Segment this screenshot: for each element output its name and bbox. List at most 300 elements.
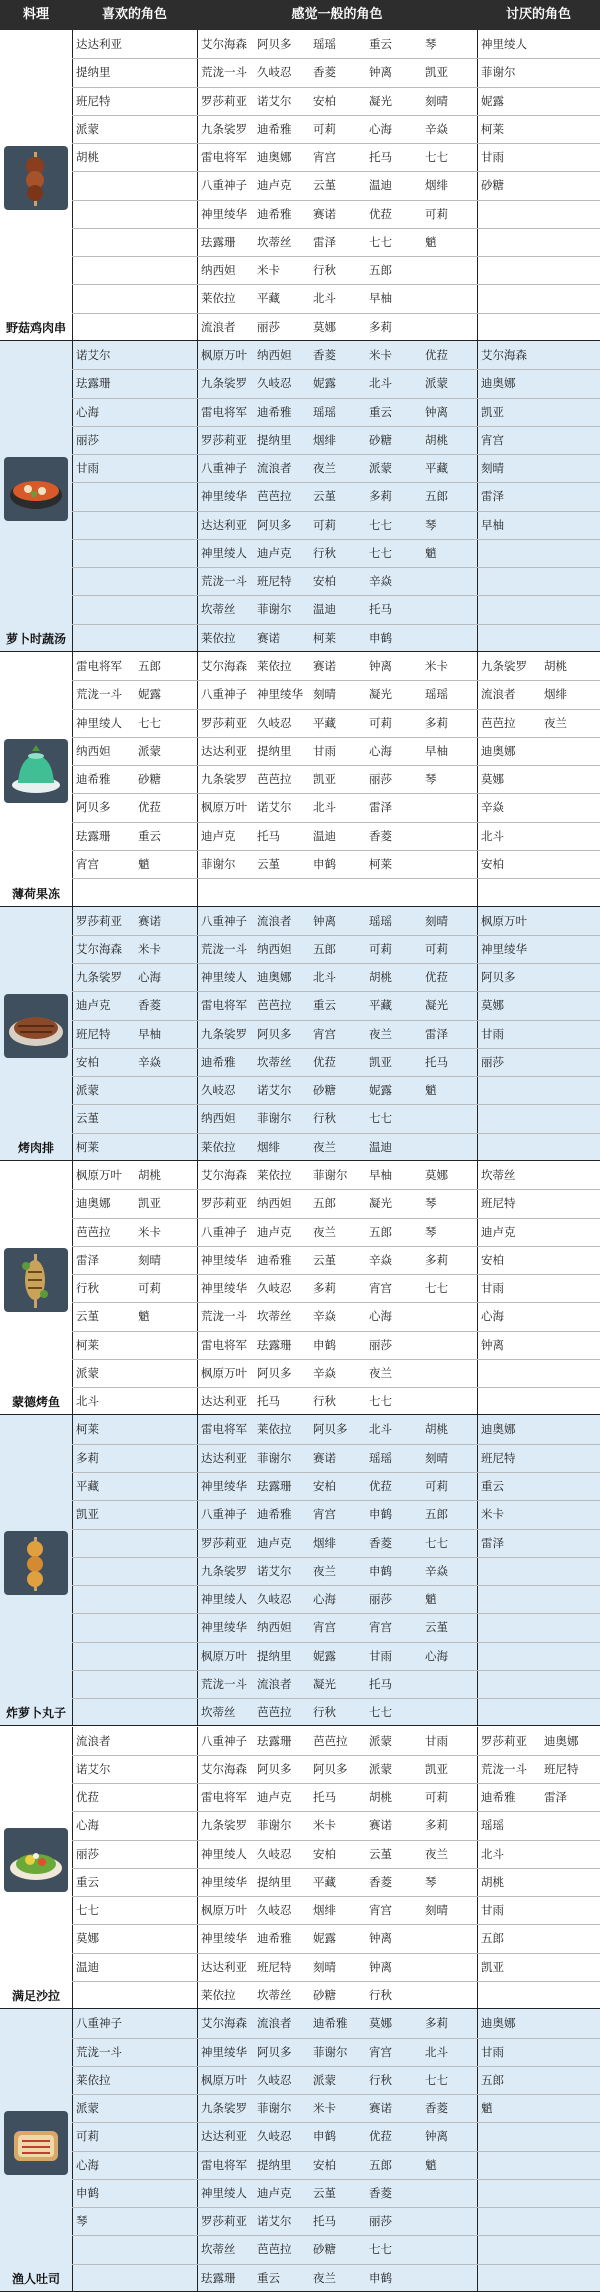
neutral-character: 芭芭拉: [313, 1733, 348, 1748]
neutral-character: 钟离: [369, 1959, 392, 1974]
neutral-character: 八重神子: [201, 687, 247, 702]
neutral-character: 夜兰: [369, 1365, 392, 1380]
neutral-character: 菲谢尔: [257, 1450, 292, 1465]
neutral-character: 艾尔海森: [201, 1761, 247, 1776]
neutral-character: 妮露: [313, 1931, 336, 1946]
neutral-character: 多莉: [425, 2016, 448, 2031]
liked-character: 辛焱: [138, 1054, 161, 1069]
neutral-character: 迪希雅: [201, 1054, 236, 1069]
neutral-character: 刻晴: [425, 913, 448, 928]
steak-icon: [4, 994, 68, 1058]
disliked-character: 夜兰: [544, 715, 567, 730]
disliked-character: 早柚: [481, 517, 504, 532]
neutral-character: 芭芭拉: [257, 772, 292, 787]
disliked-character: 枫原万叶: [481, 913, 527, 928]
liked-character: 北斗: [76, 1394, 99, 1409]
disliked-character: 柯莱: [481, 121, 504, 136]
disliked-character: 雷泽: [544, 1790, 567, 1805]
neutral-character: 辛焱: [369, 574, 392, 589]
neutral-character: 阿贝多: [257, 2044, 292, 2059]
neutral-character: 妮露: [313, 1648, 336, 1663]
neutral-character: 九条裟罗: [201, 121, 247, 136]
neutral-character: 阿贝多: [257, 37, 292, 51]
header-neutral: 感觉一般的角色: [291, 7, 383, 22]
neutral-character: 瑶瑶: [313, 404, 336, 419]
neutral-character: 流浪者: [257, 461, 292, 476]
neutral-character: 雷泽: [425, 1026, 448, 1041]
neutral-character: 心海: [425, 1648, 448, 1663]
liked-character: 胡桃: [138, 1168, 161, 1182]
neutral-character: 达达利亚: [201, 2129, 247, 2144]
dish-name: 满足沙拉: [11, 1989, 60, 2004]
disliked-character: 迪希雅: [481, 1790, 516, 1805]
neutral-character: 宵宫: [369, 1903, 392, 1918]
neutral-character: 赛诺: [313, 1450, 336, 1465]
neutral-character: 雷电将军: [201, 404, 247, 419]
liked-character: 流浪者: [76, 1733, 111, 1748]
neutral-character: 班尼特: [257, 574, 292, 589]
neutral-character: 五郎: [425, 1507, 448, 1522]
liked-character: 丽莎: [76, 1846, 99, 1861]
neutral-character: 迪希雅: [257, 1507, 292, 1522]
neutral-character: 魈: [425, 545, 437, 560]
neutral-character: 甘雨: [369, 1648, 392, 1663]
neutral-character: 神里绫华: [257, 687, 303, 702]
neutral-character: 久岐忍: [257, 715, 292, 730]
neutral-character: 托马: [369, 150, 392, 165]
neutral-character: 北斗: [369, 1422, 392, 1437]
neutral-character: 雷电将军: [201, 2157, 247, 2172]
neutral-character: 枫原万叶: [201, 2072, 247, 2087]
liked-character: 九条裟罗: [76, 970, 122, 985]
neutral-character: 诺艾尔: [257, 2214, 292, 2229]
neutral-character: 芭芭拉: [257, 489, 292, 504]
neutral-character: 多莉: [313, 1281, 336, 1296]
disliked-character: 阿贝多: [481, 970, 516, 985]
neutral-character: 托马: [257, 828, 280, 843]
neutral-character: 七七: [425, 1281, 448, 1296]
neutral-character: 迪希雅: [257, 1252, 292, 1267]
neutral-character: 可莉: [425, 941, 448, 956]
dish-name: 炸萝卜丸子: [5, 1706, 66, 1721]
neutral-character: 夜兰: [313, 1563, 336, 1578]
neutral-character: 荒泷一斗: [201, 65, 247, 80]
liked-character: 芭芭拉: [76, 1224, 111, 1239]
neutral-character: 托马: [313, 1790, 336, 1805]
disliked-character: 瑶瑶: [481, 1818, 504, 1833]
neutral-character: 多莉: [369, 489, 392, 504]
liked-character: 派蒙: [76, 1083, 99, 1098]
neutral-character: 平藏: [425, 461, 448, 476]
liked-character: 魈: [138, 1309, 150, 1324]
neutral-character: 北斗: [425, 2044, 448, 2059]
neutral-character: 宵宫: [369, 1281, 392, 1296]
neutral-character: 神里绫华: [201, 2044, 247, 2059]
liked-character: 迪奥娜: [76, 1196, 111, 1211]
neutral-character: 申鹤: [369, 630, 392, 645]
neutral-character: 罗莎莉亚: [201, 432, 247, 447]
disliked-character: 莫娜: [481, 772, 504, 787]
dish-block: [0, 1415, 600, 1726]
neutral-character: 流浪者: [201, 319, 236, 334]
neutral-character: 刻晴: [425, 1903, 448, 1918]
liked-character: 妮露: [138, 687, 161, 702]
neutral-character: 神里绫人: [201, 545, 247, 560]
neutral-character: 安柏: [313, 574, 336, 589]
disliked-character: 丽莎: [481, 1054, 504, 1069]
neutral-character: 达达利亚: [201, 1450, 247, 1465]
neutral-character: 神里绫人: [201, 1592, 247, 1607]
disliked-character: 艾尔海森: [481, 348, 527, 363]
neutral-character: 魈: [425, 2157, 437, 2172]
neutral-character: 八重神子: [201, 1733, 247, 1748]
neutral-character: 辛焱: [369, 1252, 392, 1267]
disliked-character: 砂糖: [481, 178, 504, 193]
neutral-character: 五郎: [313, 941, 336, 956]
neutral-character: 砂糖: [369, 432, 392, 447]
liked-character: 安柏: [76, 1054, 99, 1069]
radish-balls-icon: [4, 1531, 68, 1595]
disliked-character: 神里绫人: [481, 37, 527, 51]
neutral-character: 迪卢克: [201, 828, 236, 843]
neutral-character: 五郎: [369, 1224, 392, 1239]
neutral-character: 胡桃: [425, 1422, 448, 1437]
disliked-character: 米卡: [481, 1507, 504, 1522]
neutral-character: 胡桃: [369, 1790, 392, 1805]
neutral-character: 莱依拉: [257, 659, 292, 674]
neutral-character: 九条裟罗: [201, 772, 247, 787]
neutral-character: 胡桃: [425, 432, 448, 447]
liked-character: 赛诺: [138, 913, 161, 928]
neutral-character: 辛焱: [313, 1365, 336, 1380]
neutral-character: 行秋: [313, 1111, 336, 1126]
liked-character: 优菈: [138, 800, 161, 815]
neutral-character: 云堇: [313, 178, 336, 193]
neutral-character: 坎蒂丝: [201, 602, 236, 617]
neutral-character: 优菈: [425, 970, 448, 985]
neutral-character: 七七: [425, 150, 448, 165]
neutral-character: 优菈: [369, 1479, 392, 1494]
neutral-character: 丽莎: [369, 1337, 392, 1352]
neutral-character: 莫娜: [313, 319, 336, 334]
neutral-character: 丽莎: [369, 772, 392, 787]
disliked-character: 胡桃: [544, 659, 567, 674]
neutral-character: 菲谢尔: [313, 2044, 348, 2059]
liked-character: 米卡: [138, 941, 161, 956]
neutral-character: 心海: [369, 121, 392, 136]
liked-character: 珐露珊: [76, 376, 111, 391]
neutral-character: 纳西妲: [257, 1620, 292, 1635]
neutral-character: 五郎: [313, 1196, 336, 1211]
neutral-character: 多莉: [369, 319, 392, 334]
liked-character: 柯莱: [76, 1422, 99, 1437]
dish-block: [0, 2009, 600, 2292]
neutral-character: 九条裟罗: [201, 1563, 247, 1578]
neutral-character: 平藏: [257, 291, 280, 306]
liked-character: 心海: [76, 1818, 99, 1833]
disliked-character: 班尼特: [481, 1450, 516, 1465]
neutral-character: 神里绫华: [201, 1281, 247, 1296]
disliked-character: 雷泽: [481, 1535, 504, 1550]
neutral-character: 艾尔海森: [201, 659, 247, 674]
neutral-character: 派蒙: [369, 1761, 392, 1776]
neutral-character: 早柚: [425, 743, 448, 758]
neutral-character: 安柏: [313, 93, 336, 108]
neutral-character: 珐露珊: [257, 1337, 292, 1352]
disliked-character: 坎蒂丝: [481, 1168, 516, 1182]
neutral-character: 凝光: [313, 1676, 336, 1691]
liked-character: 温迪: [76, 1959, 99, 1974]
neutral-character: 香菱: [369, 2185, 392, 2200]
neutral-character: 平藏: [369, 998, 392, 1013]
neutral-character: 莱依拉: [201, 630, 236, 645]
neutral-character: 珐露珊: [257, 1479, 292, 1494]
liked-character: 琴: [76, 2214, 88, 2229]
neutral-character: 菲谢尔: [313, 1168, 348, 1182]
neutral-character: 七七: [369, 545, 392, 560]
neutral-character: 早柚: [369, 1168, 392, 1182]
neutral-character: 烟绯: [425, 178, 448, 193]
neutral-character: 可莉: [425, 1790, 448, 1805]
neutral-character: 心海: [369, 743, 392, 758]
neutral-character: 达达利亚: [201, 1959, 247, 1974]
disliked-character: 甘雨: [481, 1281, 504, 1296]
neutral-character: 钟离: [369, 65, 392, 80]
liked-character: 五郎: [138, 659, 161, 674]
neutral-character: 刻晴: [313, 1959, 336, 1974]
neutral-character: 莱依拉: [201, 1987, 236, 2002]
neutral-character: 优菈: [425, 348, 448, 363]
neutral-character: 北斗: [369, 376, 392, 391]
neutral-character: 枫原万叶: [201, 1648, 247, 1663]
neutral-character: 可莉: [313, 121, 336, 136]
neutral-character: 阿贝多: [313, 1422, 348, 1437]
disliked-character: 迪奥娜: [481, 1422, 516, 1437]
neutral-character: 云堇: [313, 1252, 336, 1267]
liked-character: 诺艾尔: [76, 1761, 111, 1776]
neutral-character: 九条裟罗: [201, 2101, 247, 2116]
liked-character: 七七: [138, 715, 161, 730]
neutral-character: 神里绫华: [201, 1479, 247, 1494]
liked-character: 砂糖: [138, 772, 161, 787]
neutral-character: 刻晴: [313, 687, 336, 702]
neutral-character: 可莉: [313, 517, 336, 532]
neutral-character: 凯亚: [313, 772, 336, 787]
neutral-character: 安柏: [313, 1479, 336, 1494]
neutral-character: 温迪: [313, 602, 336, 617]
neutral-character: 早柚: [369, 291, 392, 306]
liked-character: 多莉: [76, 1450, 99, 1465]
neutral-character: 阿贝多: [257, 1026, 292, 1041]
neutral-character: 流浪者: [257, 2016, 292, 2031]
liked-character: 纳西妲: [76, 743, 111, 758]
neutral-character: 夜兰: [313, 1224, 336, 1239]
disliked-character: 菲谢尔: [481, 65, 516, 80]
liked-character: 米卡: [138, 1224, 161, 1239]
neutral-character: 九条裟罗: [201, 1026, 247, 1041]
neutral-character: 行秋: [313, 263, 336, 278]
liked-character: 凯亚: [138, 1196, 161, 1211]
neutral-character: 柯莱: [369, 856, 392, 871]
neutral-character: 荒泷一斗: [201, 1676, 247, 1691]
neutral-character: 米卡: [425, 659, 448, 674]
neutral-character: 北斗: [313, 970, 336, 985]
disliked-character: 班尼特: [544, 1761, 579, 1776]
dish-name: 烤肉排: [17, 1140, 54, 1155]
liked-character: 云堇: [76, 1111, 99, 1126]
neutral-character: 七七: [369, 517, 392, 532]
neutral-character: 流浪者: [257, 913, 292, 928]
neutral-character: 莱依拉: [201, 291, 236, 306]
neutral-character: 久岐忍: [257, 1903, 292, 1918]
liked-character: 荒泷一斗: [76, 2044, 122, 2059]
neutral-character: 久岐忍: [201, 1083, 236, 1098]
grilled-fish-icon: [4, 1248, 68, 1312]
neutral-character: 凯亚: [425, 65, 448, 80]
neutral-character: 坎蒂丝: [257, 234, 292, 249]
neutral-character: 烟绯: [313, 1535, 336, 1550]
liked-character: 枫原万叶: [76, 1168, 122, 1182]
neutral-character: 七七: [369, 1111, 392, 1126]
neutral-character: 砂糖: [313, 2242, 336, 2257]
neutral-character: 罗莎莉亚: [201, 1535, 247, 1550]
liked-character: 柯莱: [76, 1139, 99, 1154]
neutral-character: 心海: [313, 1592, 336, 1607]
disliked-character: 流浪者: [481, 687, 516, 702]
neutral-character: 辛焱: [313, 1309, 336, 1324]
neutral-character: 瑶瑶: [425, 687, 448, 702]
liked-character: 莱依拉: [76, 2072, 111, 2087]
neutral-character: 莱依拉: [201, 1139, 236, 1154]
disliked-character: 甘雨: [481, 1026, 504, 1041]
neutral-character: 凯亚: [425, 1761, 448, 1776]
neutral-character: 行秋: [369, 1987, 392, 2002]
neutral-character: 雷电将军: [201, 150, 247, 165]
neutral-character: 宵宫: [369, 1620, 392, 1635]
neutral-character: 丽莎: [369, 1592, 392, 1607]
disliked-character: 荒泷一斗: [481, 1761, 527, 1776]
disliked-character: 北斗: [481, 1846, 504, 1861]
disliked-character: 甘雨: [481, 1903, 504, 1918]
dish-block: [0, 1727, 600, 2010]
liked-character: 班尼特: [76, 1026, 111, 1041]
disliked-character: 辛焱: [481, 800, 504, 815]
neutral-character: 凝光: [369, 93, 392, 108]
neutral-character: 重云: [369, 37, 392, 51]
neutral-character: 七七: [369, 234, 392, 249]
neutral-character: 七七: [369, 2242, 392, 2257]
neutral-character: 北斗: [313, 291, 336, 306]
neutral-character: 八重神子: [201, 1224, 247, 1239]
neutral-character: 枫原万叶: [201, 800, 247, 815]
neutral-character: 安柏: [313, 1846, 336, 1861]
neutral-character: 菲谢尔: [257, 1111, 292, 1126]
neutral-character: 达达利亚: [201, 517, 247, 532]
liked-character: 派蒙: [138, 743, 161, 758]
neutral-character: 诺艾尔: [257, 1083, 292, 1098]
neutral-character: 米卡: [313, 2101, 336, 2116]
neutral-character: 可莉: [425, 206, 448, 221]
neutral-character: 阿贝多: [257, 517, 292, 532]
disliked-character: 迪奥娜: [544, 1733, 579, 1748]
neutral-character: 阿贝多: [257, 1761, 292, 1776]
neutral-character: 派蒙: [313, 2072, 336, 2087]
liked-character: 艾尔海森: [76, 941, 122, 956]
disliked-character: 芭芭拉: [481, 715, 516, 730]
liked-character: 宵宫: [76, 856, 99, 871]
neutral-character: 赛诺: [313, 659, 336, 674]
neutral-character: 琴: [425, 1196, 437, 1211]
neutral-character: 赛诺: [257, 630, 280, 645]
disliked-character: 凯亚: [481, 404, 504, 419]
neutral-character: 优菈: [313, 1054, 336, 1069]
neutral-character: 琴: [425, 772, 437, 787]
disliked-character: 北斗: [481, 828, 504, 843]
mint-jelly-icon: [4, 739, 68, 803]
neutral-character: 瑶瑶: [313, 37, 336, 51]
neutral-character: 荒泷一斗: [201, 1309, 247, 1324]
neutral-character: 达达利亚: [201, 743, 247, 758]
neutral-character: 芭芭拉: [257, 998, 292, 1013]
neutral-character: 派蒙: [369, 1733, 392, 1748]
neutral-character: 迪希雅: [257, 1931, 292, 1946]
liked-character: 派蒙: [76, 1365, 99, 1380]
disliked-character: 宵宫: [481, 432, 504, 447]
neutral-character: 重云: [313, 998, 336, 1013]
neutral-character: 北斗: [313, 800, 336, 815]
disliked-character: 五郎: [481, 1931, 504, 1946]
dish-name: 薄荷果冻: [11, 886, 60, 901]
dish-block: [0, 30, 600, 341]
neutral-character: 纳西妲: [257, 1196, 292, 1211]
neutral-character: 夜兰: [313, 2270, 336, 2285]
neutral-character: 菲谢尔: [257, 1818, 292, 1833]
neutral-character: 雷电将军: [201, 1337, 247, 1352]
dish-block: [0, 907, 600, 1161]
neutral-character: 胡桃: [369, 970, 392, 985]
neutral-character: 罗莎莉亚: [201, 715, 247, 730]
liked-character: 凯亚: [76, 1507, 99, 1522]
neutral-character: 云堇: [369, 1846, 392, 1861]
neutral-character: 迪卢克: [257, 545, 292, 560]
liked-character: 派蒙: [76, 2101, 99, 2116]
neutral-character: 七七: [369, 1705, 392, 1720]
liked-character: 荒泷一斗: [76, 687, 122, 702]
liked-character: 甘雨: [76, 461, 99, 476]
neutral-character: 迪卢克: [257, 1535, 292, 1550]
neutral-character: 芭芭拉: [257, 2242, 292, 2257]
dish-name: 渔人吐司: [11, 2272, 60, 2286]
neutral-character: 阿贝多: [313, 1761, 348, 1776]
neutral-character: 雷泽: [369, 800, 392, 815]
neutral-character: 行秋: [313, 1394, 336, 1409]
liked-character: 申鹤: [76, 2185, 99, 2200]
neutral-character: 米卡: [313, 1818, 336, 1833]
neutral-character: 五郎: [369, 263, 392, 278]
neutral-character: 久岐忍: [257, 65, 292, 80]
neutral-character: 迪希雅: [257, 206, 292, 221]
neutral-character: 迪卢克: [257, 1790, 292, 1805]
neutral-character: 重云: [369, 404, 392, 419]
neutral-character: 赛诺: [313, 206, 336, 221]
neutral-character: 八重神子: [201, 913, 247, 928]
liked-character: 阿贝多: [76, 800, 111, 815]
neutral-character: 赛诺: [369, 1818, 392, 1833]
neutral-character: 夜兰: [313, 1139, 336, 1154]
neutral-character: 钟离: [369, 1931, 392, 1946]
liked-character: 迪希雅: [76, 772, 111, 787]
neutral-character: 雷电将军: [201, 1422, 247, 1437]
